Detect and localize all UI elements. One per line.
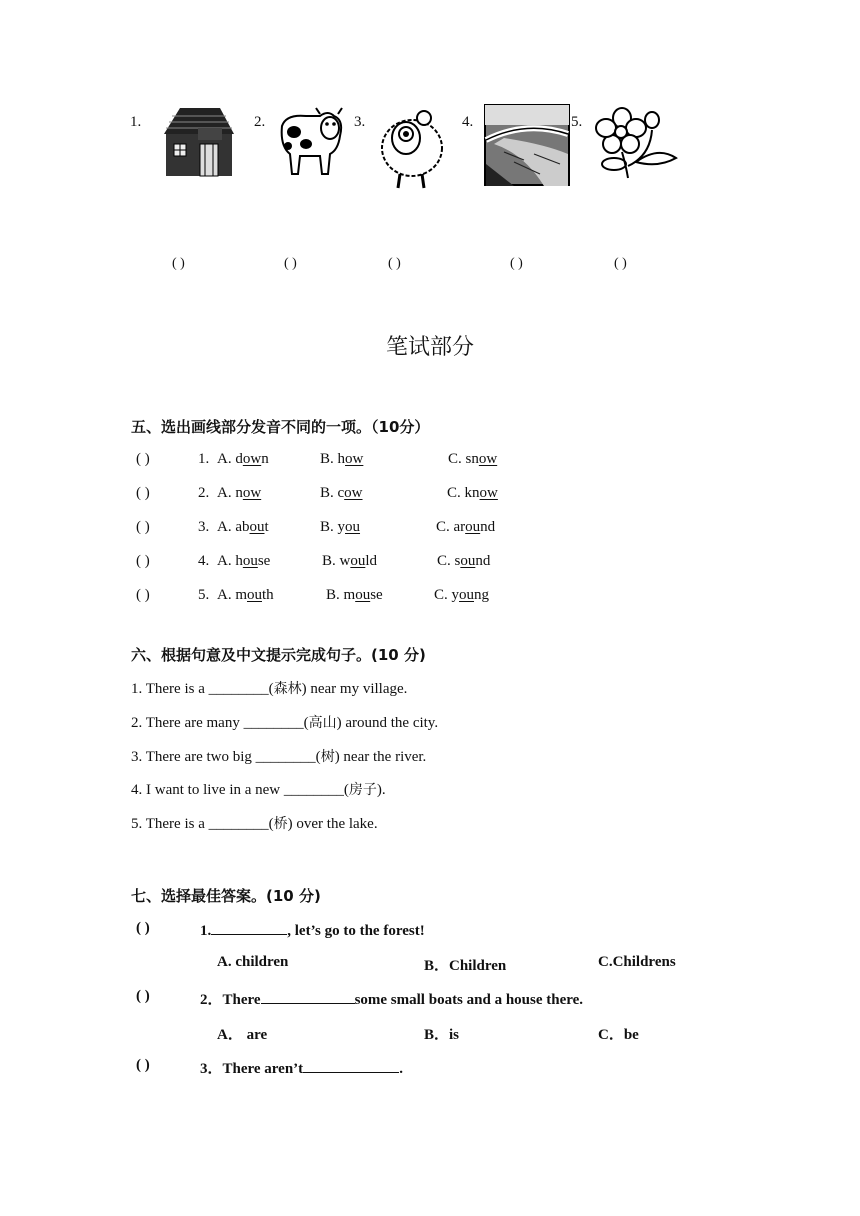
underlined-part: ow bbox=[345, 451, 364, 467]
option-b[interactable] bbox=[322, 553, 377, 570]
sentence-start: 3. There are two big ________( bbox=[131, 749, 321, 765]
option-b[interactable] bbox=[326, 587, 383, 604]
underlined-part: ow bbox=[478, 451, 498, 467]
picture-number-3: 3. bbox=[354, 114, 366, 130]
option-c[interactable] bbox=[436, 519, 495, 536]
option-text: th bbox=[262, 587, 274, 603]
chinese-hint: 树 bbox=[320, 749, 335, 765]
option-text: A. m bbox=[217, 587, 247, 603]
fill-sentence bbox=[131, 746, 426, 766]
option-text: C. y bbox=[434, 587, 460, 603]
question-3 bbox=[200, 1057, 403, 1078]
option-text: se bbox=[370, 587, 383, 603]
option-b[interactable] bbox=[320, 519, 360, 536]
q2-blank[interactable] bbox=[261, 989, 355, 1004]
option-text: C. kn bbox=[447, 485, 480, 501]
option-text: B. w bbox=[322, 553, 351, 569]
option-a[interactable] bbox=[217, 587, 274, 604]
underlined-part: ow bbox=[242, 485, 262, 501]
item-number: 4. bbox=[198, 553, 210, 569]
option-text: B. h bbox=[320, 451, 346, 467]
underlined-part: ow bbox=[344, 485, 363, 501]
sentence-start: 4. I want to live in a new ________( bbox=[131, 782, 349, 798]
option-a[interactable] bbox=[217, 451, 269, 468]
q2-option-a[interactable]: A． are bbox=[217, 1027, 268, 1043]
sentence-end: ) near my village. bbox=[301, 681, 408, 697]
option-text: B. y bbox=[320, 519, 346, 535]
house-icon bbox=[160, 104, 238, 185]
option-c[interactable] bbox=[437, 553, 490, 570]
option-a[interactable] bbox=[217, 519, 269, 536]
chinese-hint: 房子 bbox=[348, 782, 377, 798]
q3-suffix: . bbox=[399, 1061, 403, 1077]
item-number: 5. bbox=[198, 587, 210, 603]
underlined-part: ou bbox=[249, 519, 265, 535]
fill-sentence bbox=[131, 813, 378, 833]
underlined-part: ou bbox=[345, 519, 361, 535]
underlined-part: ou bbox=[460, 553, 476, 569]
fill-sentence bbox=[131, 712, 438, 732]
option-text: se bbox=[257, 553, 271, 569]
option-b[interactable] bbox=[320, 451, 363, 468]
q3-paren[interactable]: ( ) bbox=[136, 1057, 150, 1073]
item-paren[interactable]: ( ) bbox=[136, 553, 150, 569]
sentence-end: ) over the lake. bbox=[287, 816, 378, 832]
option-text: n bbox=[261, 451, 269, 467]
item-paren[interactable]: ( ) bbox=[136, 451, 150, 467]
bridge-river-icon bbox=[484, 104, 570, 191]
chinese-hint: 森林 bbox=[273, 681, 302, 697]
q2-suffix: some small boats and a house there. bbox=[354, 992, 584, 1008]
item-number: 2. bbox=[198, 485, 210, 501]
q2-prefix: 2．There bbox=[200, 992, 261, 1008]
sentence-end: ) around the city. bbox=[336, 715, 439, 731]
section6-heading: 六、根据句意及中文提示完成句子。(10 分) bbox=[131, 646, 426, 664]
chinese-hint: 高山 bbox=[308, 715, 337, 731]
option-c[interactable] bbox=[448, 451, 497, 468]
q1-paren[interactable]: ( ) bbox=[136, 920, 150, 936]
option-b[interactable] bbox=[320, 485, 363, 502]
q2-paren[interactable]: ( ) bbox=[136, 988, 150, 1004]
q1-option-b[interactable]: B．Children bbox=[424, 958, 507, 974]
section7-heading: 七、选择最佳答案。(10 分) bbox=[131, 887, 321, 905]
underlined-part: ou bbox=[459, 587, 475, 603]
option-text: B. c bbox=[320, 485, 345, 501]
question-1 bbox=[200, 920, 425, 940]
option-text: C. s bbox=[437, 553, 461, 569]
underlined-part: ou bbox=[350, 553, 366, 569]
q2-option-c[interactable]: C．be bbox=[598, 1027, 639, 1043]
answer-paren-2[interactable]: ( ) bbox=[284, 256, 297, 271]
flower-icon bbox=[592, 106, 682, 185]
q1-option-c[interactable]: C.Childrens bbox=[598, 954, 676, 970]
sentence-start: 2. There are many ________( bbox=[131, 715, 309, 731]
sentence-start: 5. There is a ________( bbox=[131, 816, 274, 832]
underlined-part: ou bbox=[355, 587, 371, 603]
option-text: ld bbox=[365, 553, 378, 569]
picture-number-2: 2. bbox=[254, 114, 266, 130]
option-text: C. ar bbox=[436, 519, 466, 535]
underlined-part: ow bbox=[242, 451, 262, 467]
option-text: A. ab bbox=[217, 519, 250, 535]
q3-prefix: 3．There aren’t bbox=[200, 1061, 304, 1077]
question-2 bbox=[200, 988, 583, 1009]
q1-blank[interactable] bbox=[211, 920, 287, 935]
option-text: A. h bbox=[217, 553, 243, 569]
option-c[interactable] bbox=[447, 485, 498, 502]
q3-blank[interactable] bbox=[303, 1058, 399, 1073]
fill-sentence bbox=[131, 678, 407, 698]
answer-paren-4[interactable]: ( ) bbox=[510, 256, 523, 271]
picture-number-1: 1. bbox=[130, 114, 142, 130]
answer-paren-3[interactable]: ( ) bbox=[388, 256, 401, 271]
sentence-start: 1. There is a ________( bbox=[131, 681, 274, 697]
option-text: A. n bbox=[217, 485, 243, 501]
underlined-part: ow bbox=[479, 485, 498, 501]
option-text: t bbox=[264, 519, 269, 535]
cow-icon bbox=[276, 106, 348, 185]
q2-option-b[interactable]: B．is bbox=[424, 1027, 460, 1043]
chinese-hint: 桥 bbox=[273, 816, 288, 832]
sheep-icon bbox=[376, 104, 448, 195]
underlined-part: ou bbox=[242, 553, 258, 569]
q1-prefix: 1. bbox=[200, 923, 212, 939]
option-text: C. sn bbox=[448, 451, 479, 467]
item-number: 1. bbox=[198, 451, 210, 467]
q1-option-a[interactable]: A. children bbox=[217, 954, 289, 970]
option-text: A. d bbox=[217, 451, 243, 467]
option-a[interactable] bbox=[217, 553, 270, 570]
option-text: nd bbox=[480, 519, 496, 535]
item-paren[interactable]: ( ) bbox=[136, 519, 150, 535]
section-title: 笔试部分 bbox=[385, 335, 474, 360]
picture-number-5: 5. bbox=[571, 114, 583, 130]
sentence-end: ). bbox=[376, 782, 386, 798]
picture-number-4: 4. bbox=[462, 114, 474, 130]
item-paren[interactable]: ( ) bbox=[136, 485, 150, 501]
option-c[interactable] bbox=[434, 587, 489, 604]
option-text: ng bbox=[474, 587, 490, 603]
option-a[interactable] bbox=[217, 485, 261, 502]
option-text: B. m bbox=[326, 587, 356, 603]
underlined-part: ou bbox=[465, 519, 481, 535]
item-paren[interactable]: ( ) bbox=[136, 587, 150, 603]
option-text: nd bbox=[475, 553, 491, 569]
q1-suffix: , let’s go to the forest! bbox=[287, 923, 425, 939]
section5-heading: 五、选出画线部分发音不同的一项。（10分） bbox=[131, 418, 430, 436]
underlined-part: ou bbox=[247, 587, 262, 603]
item-number: 3. bbox=[198, 519, 210, 535]
sentence-end: ) near the river. bbox=[334, 749, 427, 765]
fill-sentence bbox=[131, 779, 386, 799]
answer-paren-5[interactable]: ( ) bbox=[614, 256, 627, 271]
answer-paren-1[interactable]: ( ) bbox=[172, 256, 185, 271]
